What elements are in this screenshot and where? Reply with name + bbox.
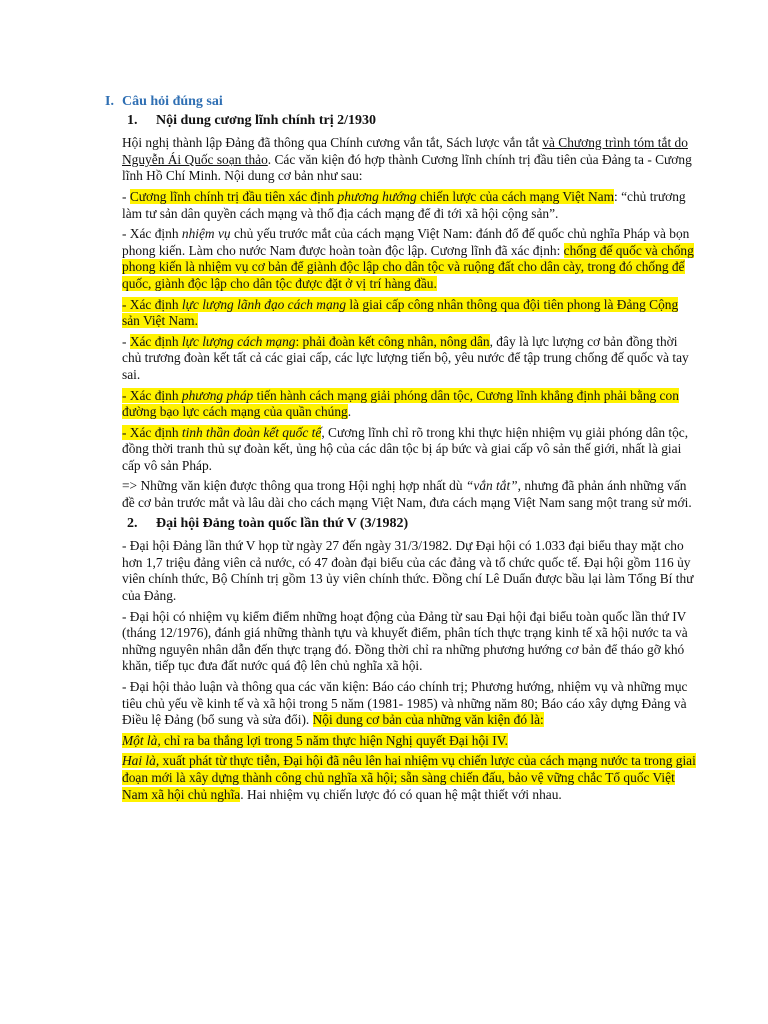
q1-paragraph-2 <box>122 226 698 292</box>
q1-p6-rest: , Cương lĩnh chỉ rõ trong khi thực hiện nhiệm vụ giải phóng dân tộc, đồng thời tranh thủ sự đoàn kết, ủng hộ của các dân tộc bị áp bức và giai cấp vô sản thế giới, nhất là giai cấp vô sản Pháp. <box>122 424 689 473</box>
q1-number: 1. <box>127 112 138 128</box>
q1-p1-highlight-a: Cương lĩnh chính trị đầu tiên xác định <box>129 188 338 204</box>
q1-p5-highlight-italic: phương pháp <box>181 387 254 403</box>
q1-intro-text-a: Hội nghị thành lập Đảng đã thông qua Chính cương vắn tắt, Sách lược vắn tắt <box>122 135 543 151</box>
q1-p1-highlight-italic: phương hướng <box>337 188 417 204</box>
q1-p3-highlight-b: là giai cấp công nhân thông qua đội tiên phong là Đảng Cộng sản Việt Nam. <box>122 296 679 329</box>
q2-paragraph-3 <box>122 679 698 729</box>
q1-p2-text-c: chủ yếu trước mắt của cách mạng Việt Nam: đánh đổ đế quốc chủ nghĩa Pháp và bọn phong kiến. Làm cho nước Nam được hoàn toàn độc lập. Cương lĩnh đã xác định: <box>122 226 690 258</box>
q2-heading <box>127 516 698 533</box>
q2-paragraph-2: - Đại hội có nhiệm vụ kiểm điểm những hoạt động của Đảng từ sau Đại hội đại biểu toàn quốc lần thứ IV (tháng 12/1976), đánh giá những thành tựu và khuyết điểm, phân tích thực trạng kinh tế xã hội nước ta và những nguyên nhân dẫn đến thực trạng đó. Đồng thời chỉ ra những phương hướng cơ bản để tháo gỡ khó khăn, tiếp tục đưa đất nước quá độ lên chủ nghĩa xã hội. <box>122 608 688 674</box>
section-title: Câu hỏi đúng sai <box>122 94 223 109</box>
section-heading <box>105 94 698 111</box>
q1-p7-text-a: => Những văn kiện được thông qua trong Hội nghị hợp nhất dù <box>122 478 466 494</box>
q1-p2-highlight: chống đế quốc và chống phong kiến là nhiệm vụ cơ bản để giành độc lập cho dân tộc và ruộng đất cho dân cày, trong đó chống đế quốc, giành độc lập cho dân tộc được đặt ở vị trí hàng đầu. <box>122 242 694 291</box>
q1-heading <box>127 113 698 130</box>
q1-p6-highlight-a: - Xác định <box>122 424 182 440</box>
q1-p4-rest: , đây là lực lượng cơ bản đồng thời chủ trương đoàn kết tất cả các giai cấp, các lực lượng tiến bộ, yêu nước để tập trung chống đế quốc và tay sai. <box>122 333 689 382</box>
q2-number: 2. <box>127 515 138 531</box>
q2-title: Đại hội Đảng toàn quốc lần thứ V (3/1982) <box>156 515 409 531</box>
q1-paragraph-3 <box>122 297 698 330</box>
q1-p2-italic: nhiệm vụ <box>181 226 231 242</box>
q1-paragraph-1 <box>122 189 698 222</box>
q1-p4-prefix: - <box>122 333 130 349</box>
q1-intro-text-c: . Các văn kiện đó hợp thành Cương lĩnh chính trị đầu tiên của Đảng ta - Cương lĩnh Hồ Chí Minh. Nội dung cơ bản như sau: <box>122 151 692 184</box>
q1-p6-highlight-italic: tinh thần đoàn kết quốc tế <box>181 424 322 440</box>
q1-p1-highlight-b: chiến lược của cách mạng Việt Nam <box>416 188 614 204</box>
q1-p4-highlight-a: Xác định <box>129 333 182 349</box>
q1-p5-rest: . <box>347 404 352 420</box>
q1-title: Nội dung cương lĩnh chính trị 2/1930 <box>156 112 376 128</box>
q2-p5-highlight-italic: Hai là, <box>122 753 160 769</box>
q1-p7-text-c: , nhưng đã phản ánh những vấn đề cơ bản trước mắt và lâu dài cho cách mạng Việt Nam, đưa cách mạng Việt Nam sang một trang sử mới. <box>122 478 692 511</box>
q1-p2-text-a: - Xác định <box>122 226 182 242</box>
q2-p3-highlight: Nội dung cơ bản của những văn kiện đó là: <box>312 712 544 728</box>
q1-p1-prefix: - <box>122 188 130 204</box>
q2-paragraph-5 <box>122 753 698 803</box>
q1-p3-highlight-a: - Xác định <box>122 296 182 312</box>
q2-p3-text: - Đại hội thảo luận và thông qua các văn kiện: Báo cáo chính trị; Phương hướng, nhiệm vụ và những mục tiêu chủ yếu về kinh tế và xã hội trong 5 năm (1981- 1985) và những năm 80; Báo cáo xây dựng Đảng và Điều lệ Đảng (bổ sung và sửa đổi). <box>122 679 688 728</box>
q1-p7-italic: “vắn tắt” <box>465 478 518 494</box>
q2-p4-highlight: chỉ ra ba thắng lợi trong 5 năm thực hiện Nghị quyết Đại hội IV. <box>160 732 508 748</box>
q1-p4-highlight-b: : phải đoàn kết công nhân, nông dân <box>295 333 490 349</box>
q1-paragraph-5 <box>122 388 698 421</box>
q1-paragraph-6 <box>122 425 698 475</box>
q2-paragraph-1: - Đại hội Đảng lần thứ V họp từ ngày 27 đến ngày 31/3/1982. Dự Đại hội có 1.033 đại biểu thay mặt cho hơn 1,7 triệu đảng viên cả nước, có 47 đoàn đại biểu của các đảng và tổ chức quốc tế. Đại hội gồm 116 ủy viên chính thức, Bộ Chính trị gồm 13 ủy viên chính thức. Đồng chí Lê Duẩn được bầu lại làm Tổng Bí thư của Đảng. <box>122 538 694 604</box>
q1-p3-highlight-italic: lực lượng lãnh đạo cách mạng <box>181 296 347 312</box>
q1-intro-underlined: và Chương trình tóm tắt do Nguyễn Ái Quốc soạn thảo <box>122 135 688 167</box>
q1-p1-rest: : “chủ trương làm tư sản dân quyền cách mạng và thổ địa cách mạng để đi tới xã hội cộng sản”. <box>122 188 686 221</box>
q1-p5-highlight-a: - Xác định <box>122 387 182 403</box>
q2-paragraph-4 <box>122 733 698 750</box>
q1-p5-highlight-b: tiến hành cách mạng giải phóng dân tộc, Cương lĩnh khẳng định phải bằng con đường bạo lực cách mạng của quần chúng <box>122 387 679 420</box>
q1-paragraph-4 <box>122 334 698 384</box>
q2-p5-highlight: xuất phát từ thực tiễn, Đại hội đã nêu lên hai nhiệm vụ chiến lược của cách mạng nước ta trong giai đoạn mới là xây dựng thành công chủ nghĩa xã hội; sẵn sàng chiến đấu, bảo vệ vững chắc Tổ quốc Việt Nam xã hội chủ nghĩa <box>122 753 696 802</box>
q1-paragraph-7 <box>122 478 698 511</box>
q2-p4-highlight-italic: Một là, <box>122 732 161 748</box>
section-number: I. <box>105 94 114 109</box>
q2-p5-rest: . Hai nhiệm vụ chiến lược đó có quan hệ mật thiết với nhau. <box>240 786 562 802</box>
q1-p4-highlight-italic: lực lượng cách mạng <box>181 333 296 349</box>
q1-intro-paragraph <box>122 135 698 185</box>
